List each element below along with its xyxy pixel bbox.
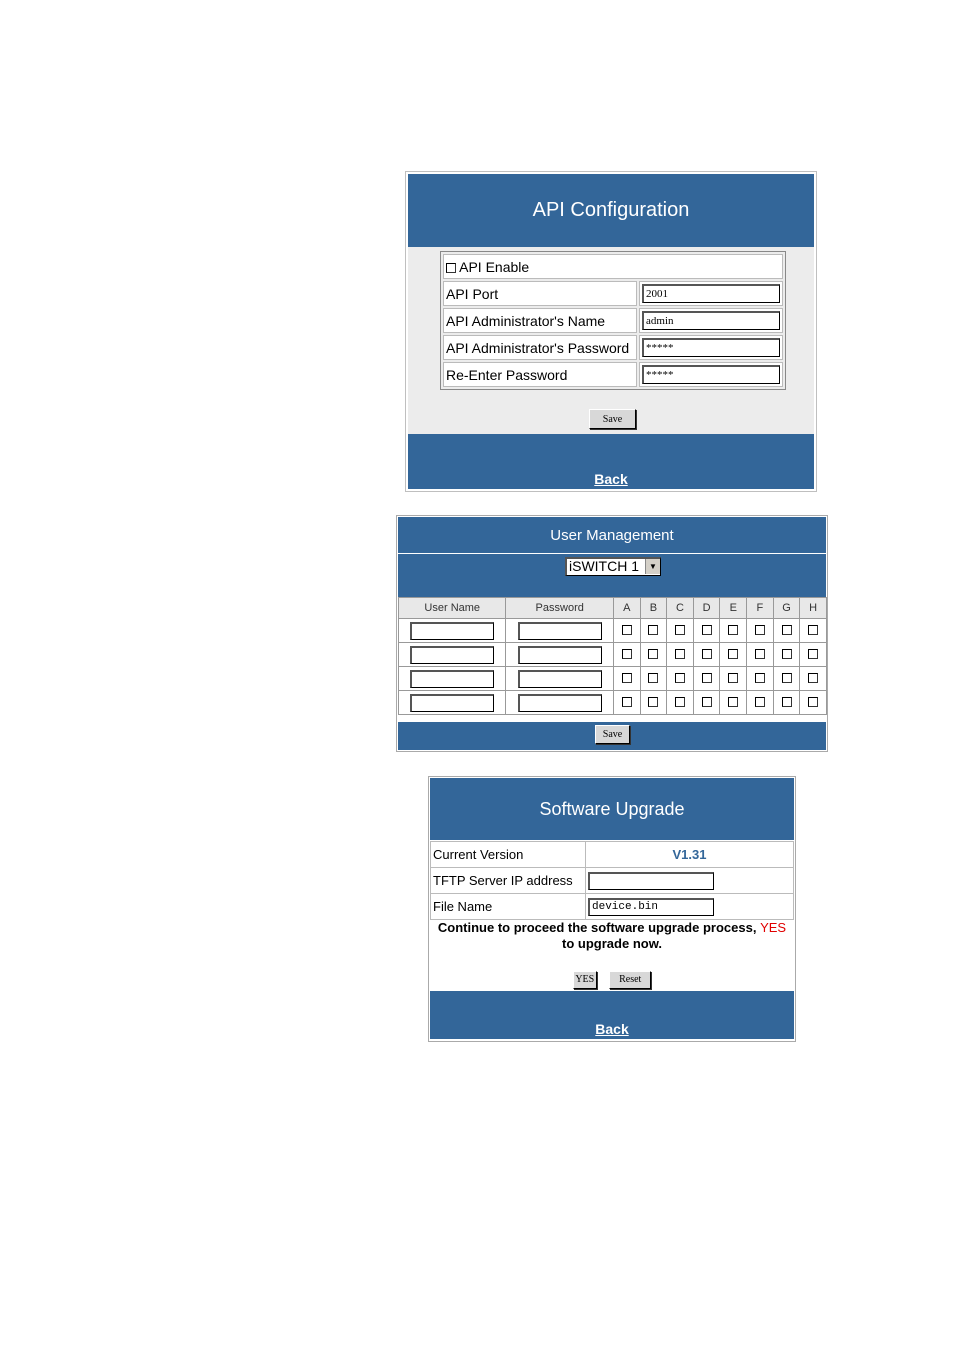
api-port-label: API Port (443, 281, 637, 306)
permission-checkbox-f[interactable] (755, 625, 765, 635)
user-row (399, 619, 827, 643)
api-enable-checkbox[interactable] (446, 263, 456, 273)
chevron-down-icon[interactable]: ▼ (645, 559, 660, 574)
upgrade-message-part1: Continue to proceed the software upgrade process, (437, 920, 757, 935)
software-upgrade-footer (430, 991, 794, 1039)
switch-select[interactable] (565, 557, 661, 576)
software-upgrade-panel (428, 776, 796, 1042)
permission-checkbox-g[interactable] (782, 625, 792, 635)
api-admin-name-input[interactable] (642, 311, 780, 330)
permission-checkbox-a[interactable] (622, 673, 632, 683)
permission-checkbox-g[interactable] (782, 673, 792, 683)
permission-checkbox-h[interactable] (808, 697, 818, 707)
permission-checkbox-b[interactable] (648, 673, 658, 683)
upgrade-message (430, 920, 794, 952)
user-save-button[interactable]: Save (595, 725, 630, 744)
upgrade-buttons (430, 969, 794, 989)
permission-checkbox-d[interactable] (702, 649, 712, 659)
upgrade-message-part2: to upgrade now. (562, 936, 662, 951)
col-header-a: A (613, 598, 640, 619)
user-management-title: User Management (398, 517, 826, 553)
col-header-d: D (693, 598, 720, 619)
yes-button[interactable]: YES (573, 971, 597, 989)
user-name-input[interactable] (410, 670, 494, 688)
permission-checkbox-c[interactable] (675, 649, 685, 659)
switch-select-value: iSWITCH 1 (569, 558, 639, 574)
file-name-input[interactable] (588, 898, 714, 916)
api-config-footer (408, 434, 814, 489)
api-enable-row[interactable] (443, 254, 783, 279)
col-header-e: E (720, 598, 747, 619)
permission-checkbox-h[interactable] (808, 649, 818, 659)
col-header-user-name: User Name (399, 598, 506, 619)
user-table (398, 597, 827, 715)
api-config-title: API Configuration (408, 174, 814, 247)
software-upgrade-info (430, 841, 794, 920)
col-header-c: C (667, 598, 694, 619)
permission-checkbox-h[interactable] (808, 673, 818, 683)
file-name-label: File Name (431, 894, 586, 920)
user-name-input[interactable] (410, 622, 494, 640)
api-enable-label: API Enable (459, 258, 530, 275)
user-row (399, 643, 827, 667)
current-version-value: V1.31 (586, 842, 794, 868)
permission-checkbox-c[interactable] (675, 673, 685, 683)
user-management-save-bar (398, 722, 826, 750)
upgrade-message-yes: YES (760, 920, 787, 935)
col-header-g: G (773, 598, 800, 619)
password-input[interactable] (518, 670, 602, 688)
user-name-input[interactable] (410, 646, 494, 664)
api-reenter-password-input[interactable] (642, 365, 780, 384)
permission-checkbox-h[interactable] (808, 625, 818, 635)
api-back-link[interactable]: Back (594, 471, 628, 487)
permission-checkbox-e[interactable] (728, 625, 738, 635)
api-admin-password-label: API Administrator's Password (443, 335, 637, 360)
current-version-label: Current Version (431, 842, 586, 868)
permission-checkbox-c[interactable] (675, 697, 685, 707)
api-reenter-password-label: Re-Enter Password (443, 362, 637, 387)
switch-select-row (398, 554, 826, 597)
permission-checkbox-b[interactable] (648, 625, 658, 635)
col-header-password: Password (506, 598, 613, 619)
tftp-server-label: TFTP Server IP address (431, 868, 586, 894)
permission-checkbox-d[interactable] (702, 697, 712, 707)
permission-checkbox-e[interactable] (728, 673, 738, 683)
permission-checkbox-a[interactable] (622, 697, 632, 707)
user-row (399, 667, 827, 691)
permission-checkbox-a[interactable] (622, 625, 632, 635)
upgrade-back-link[interactable]: Back (595, 1021, 629, 1037)
api-port-input[interactable] (642, 284, 780, 303)
col-header-h: H (800, 598, 827, 619)
password-input[interactable] (518, 646, 602, 664)
permission-checkbox-e[interactable] (728, 649, 738, 659)
permission-checkbox-b[interactable] (648, 697, 658, 707)
password-input[interactable] (518, 622, 602, 640)
permission-checkbox-a[interactable] (622, 649, 632, 659)
software-upgrade-title: Software Upgrade (430, 778, 794, 840)
user-name-input[interactable] (410, 694, 494, 712)
api-config-body (408, 247, 814, 434)
permission-checkbox-b[interactable] (648, 649, 658, 659)
permission-checkbox-d[interactable] (702, 673, 712, 683)
permission-checkbox-d[interactable] (702, 625, 712, 635)
permission-checkbox-g[interactable] (782, 697, 792, 707)
api-config-form (440, 251, 786, 390)
user-row (399, 691, 827, 715)
col-header-b: B (640, 598, 667, 619)
api-admin-name-label: API Administrator's Name (443, 308, 637, 333)
user-management-panel (396, 515, 828, 752)
permission-checkbox-c[interactable] (675, 625, 685, 635)
col-header-f: F (747, 598, 774, 619)
reset-button[interactable]: Reset (609, 971, 651, 989)
tftp-server-input[interactable] (588, 872, 714, 890)
api-configuration-panel (405, 171, 817, 492)
api-admin-password-input[interactable] (642, 338, 780, 357)
permission-checkbox-e[interactable] (728, 697, 738, 707)
permission-checkbox-f[interactable] (755, 649, 765, 659)
permission-checkbox-g[interactable] (782, 649, 792, 659)
permission-checkbox-f[interactable] (755, 673, 765, 683)
api-save-button[interactable]: Save (589, 409, 636, 429)
password-input[interactable] (518, 694, 602, 712)
permission-checkbox-f[interactable] (755, 697, 765, 707)
